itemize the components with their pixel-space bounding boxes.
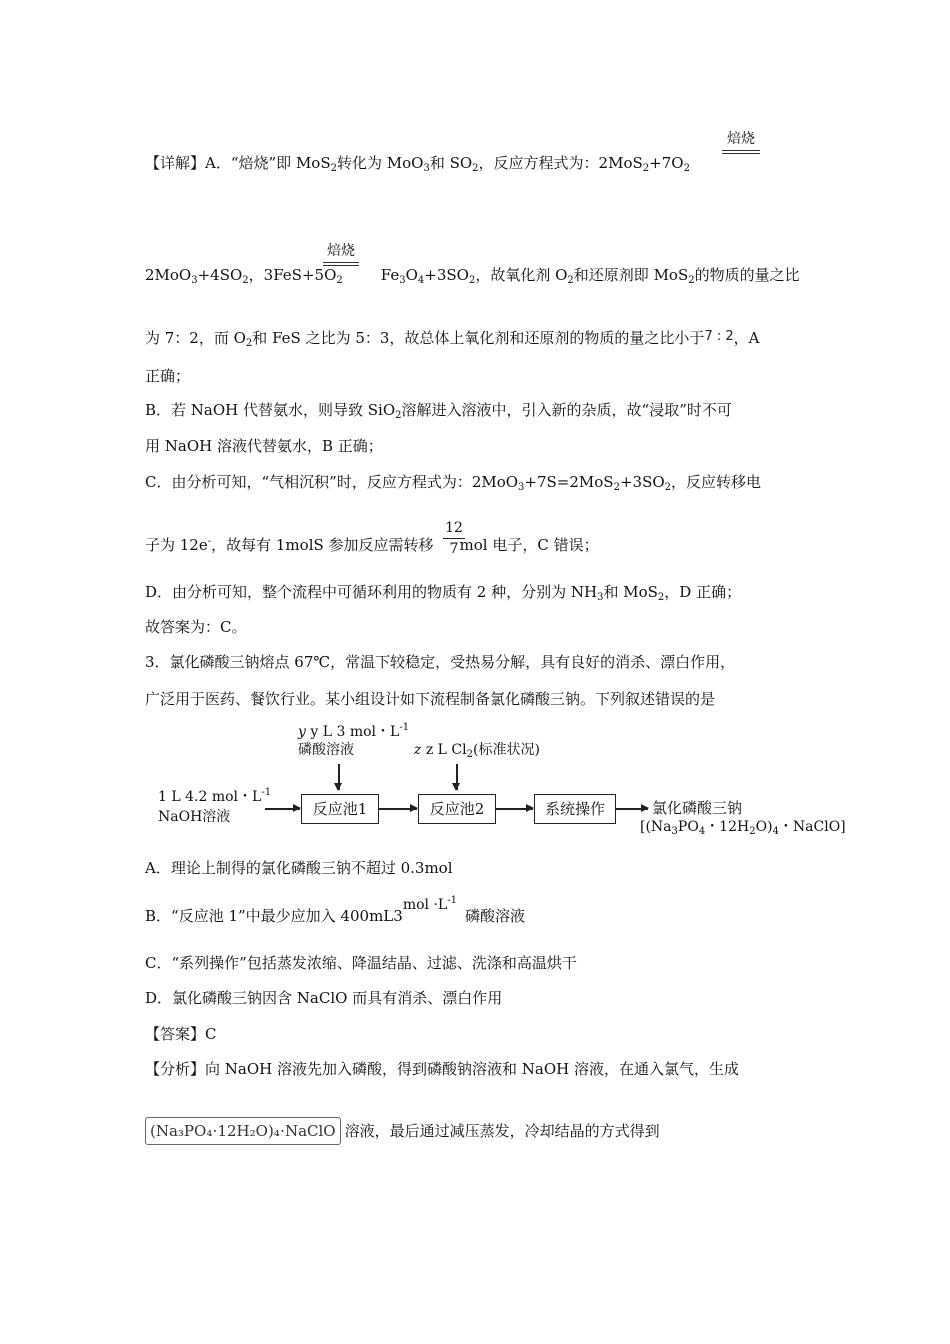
question-3-line-1: 3．氯化磷酸三钠熔点 67℃，常温下较稳定，受热易分解，具有良好的消杀、漂白作用， bbox=[145, 653, 736, 671]
naoh-label-2: NaOH溶液 bbox=[158, 809, 231, 825]
fraction-12-7: $\frac{12}{7}$ bbox=[443, 518, 465, 559]
option-b-explain-1: B．若 NaOH 代替氨水，则导致 SiO$_2$溶解进入溶液中，引入新的杂质，故“浸取”时不可 bbox=[145, 401, 732, 421]
option-d: D．氯化磷酸三钠因含 NaClO 而具有消杀、漂白作用 bbox=[145, 989, 503, 1007]
arrow-right-4 bbox=[616, 808, 648, 810]
answer-summary: 故答案为：C。 bbox=[145, 618, 247, 636]
phosphoric-acid-label-2: 磷酸溶液 bbox=[298, 742, 354, 758]
detail-line-2: $2MoO_3+4SO_2$，$3FeS+5O_2$ $Fe_3O_4+3SO_2$，故氧化剂 $O_2$和还原剂即 MoS$_2$的物质的量之比 bbox=[145, 266, 800, 286]
detail-line-4: 正确； bbox=[145, 367, 191, 385]
phosphoric-acid-label-1: y y L 3 mol・$L^{-1}$ bbox=[298, 722, 410, 740]
question-3-line-2: 广泛用于医药、餐饮行业。某小组设计如下流程制备氯化磷酸三钠。下列叙述错误的是 bbox=[145, 690, 716, 708]
reactor-2-box: 反应池2 bbox=[418, 794, 496, 824]
product-formula: [($Na_3PO_4$・$12H_2O)_4$・NaClO] bbox=[640, 819, 846, 837]
arrow-down-1 bbox=[338, 764, 340, 790]
analysis-line-1: 【分析】向 NaOH 溶液先加入磷酸，得到磷酸钠溶液和 NaOH 溶液，在通入氯气，生成 bbox=[145, 1060, 739, 1078]
roast-condition-2: 焙烧 bbox=[323, 240, 359, 266]
system-operation-box: 系统操作 bbox=[534, 794, 616, 824]
detail-line-1: 【详解】A．“焙烧”即 MoS$_2$转化为 MoO$_3$和 $SO_2$，反应方程式为：$2MoS_2+7O_2$ bbox=[145, 154, 690, 174]
naoh-label-1: 1 L 4.2 mol・$L^{-1}$ bbox=[158, 787, 272, 805]
analysis-line-2: (Na₃PO₄⋅12H₂O)₄⋅NaClO 溶液，最后通过减压蒸发，冷却结晶的方式得到 bbox=[145, 1117, 660, 1145]
arrow-right-3 bbox=[496, 808, 533, 810]
reactor-1-box: 反应池1 bbox=[301, 794, 379, 824]
option-a: A．理论上制得的氯化磷酸三钠不超过 0.3mol bbox=[145, 859, 453, 877]
arrow-right-2 bbox=[379, 808, 417, 810]
detail-line-3: 为 7：2，而 $O_2$和 FeS 之比为 5：3，故总体上氧化剂和还原剂的物质的量之比小于7 : 2，A bbox=[145, 329, 760, 349]
roast-condition-1: 焙烧 bbox=[722, 128, 760, 154]
chlorine-label: z z L $Cl_2$(标准状况) bbox=[414, 742, 540, 760]
option-c-explain-1: C．由分析可知，“气相沉积”时，反应方程式为：$2MoO_3+7S=2MoS_2+3SO_2$，反应转移电 bbox=[145, 473, 762, 493]
product-name: 氯化磷酸三钠 bbox=[652, 799, 743, 817]
arrow-right-1 bbox=[265, 808, 300, 810]
option-b-explain-2: 用 NaOH 溶液代替氨水，B 正确； bbox=[145, 437, 383, 455]
answer-line: 【答案】C bbox=[145, 1025, 217, 1043]
option-c-explain-2: 子为 12e-，故每有 1molS 参加反应需转移 mol 电子，C 错误； bbox=[145, 536, 599, 554]
arrow-down-2 bbox=[456, 764, 458, 790]
formula-bracket: (Na₃PO₄⋅12H₂O)₄⋅NaClO bbox=[145, 1117, 341, 1145]
option-c: C．“系列操作”包括蒸发浓缩、降温结晶、过滤、洗涤和高温烘干 bbox=[145, 954, 577, 972]
option-b: B．“反应池 1”中最少应加入 $400mL3mol \cdot L^{-1}$磷酸溶液 bbox=[145, 895, 525, 925]
option-d-explain-1: D．由分析可知，整个流程中可循环利用的物质有 2 种，分别为 $NH_3$和 MoS$_2$，D 正确； bbox=[145, 583, 742, 603]
